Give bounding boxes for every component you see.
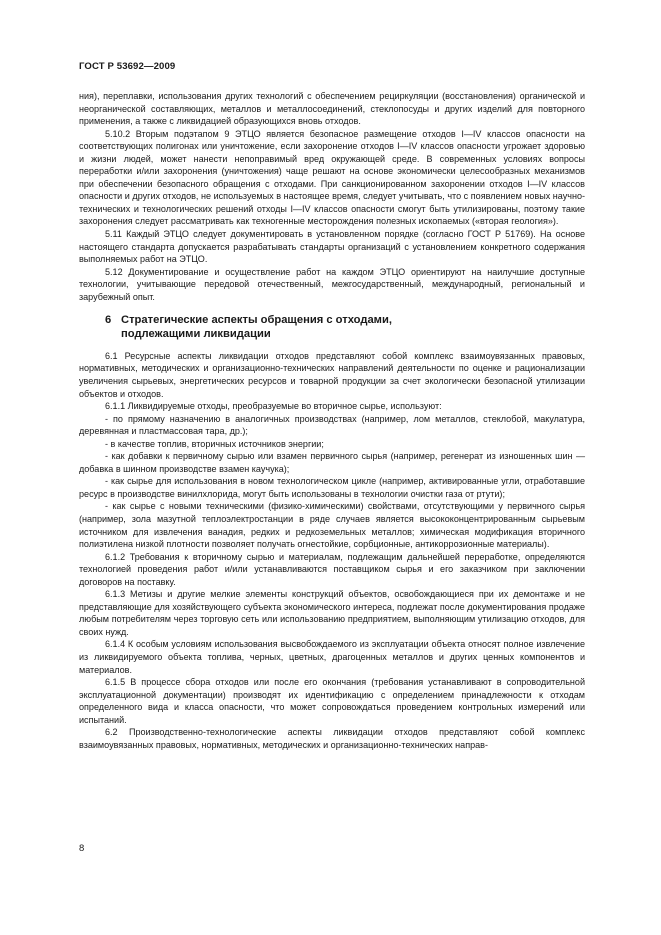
page-number: 8 bbox=[79, 843, 85, 854]
paragraph-6-1-5: 6.1.5 В процессе сбора отходов или после его окончания (требования устанавливают в сопроводительной эксплуатационной документации) производят их идентификацию с определением принадлежности к отходам определенного вида и класса опасности, что может сопровождаться проведением контрольных измерений или испытаний. bbox=[79, 677, 585, 725]
section-title-line1: Стратегические аспекты обращения с отходами, bbox=[121, 314, 392, 327]
paragraph-5-10-2: 5.10.2 Вторым подэтапом 9 ЭТЦО является безопасное размещение отходов I—IV классов опасности на соответствующих полигонах или уничтожение, если захоронение отходов I—IV классов опасности угрожает здоровью и жизни людей, может нанести непоправимый вред окружающей среде. В современных условиях вопросы переработки и/или захоронения (уничтожения) чаще решают на основе экономически целесообразных механизмов при обеспечении безопасного обращения с отходами. При санкционированном захоронении отходов I—IV классов опасности и других отходов, не используемых в настоящее время, следует учитывать, что с появлением новых научно-технических и технологических решений отходы I—IV классов опасности смогут быть утилизированы, поэтому такие захоронения следует рассматривать как техногенные месторождения полезных ископаемых («вторая геология»). bbox=[79, 128, 585, 227]
list-item: - как сырье для использования в новом технологическом цикле (например, активированные угли, отработавшие ресурс в производстве винилхлорида, могут быть использованы в технологии очистки газа от ртути); bbox=[79, 476, 585, 499]
paragraph-6-2: 6.2 Производственно-технологические аспекты ликвидации отходов представляют собой комплекс взаимоувязанных правовых, нормативных, методических и организационно-технических направ- bbox=[79, 727, 585, 750]
paragraph-6-1: 6.1 Ресурсные аспекты ликвидации отходов представляют собой комплекс взаимоувязанных правовых, нормативных, методических и организационно-технических направлений деятельности по оценке и рационализации увеличения сырьевых, энергетических ресурсов и товарной продукции за счет экологически безопасной утилизации объектов и отходов. bbox=[79, 350, 585, 399]
paragraph-continuation: ния), переплавки, использования других технологий с обеспечением рециркуляции (восстановления) органической и неорганической составляющих, металлов и металлосоединений, стеклопосуды и других изделий для повторного применения, а также с ликвидацией образующихся вновь отходов. bbox=[79, 91, 585, 127]
section-number: 6 bbox=[105, 314, 112, 327]
paragraph-5-11: 5.11 Каждый ЭТЦО следует документировать в установленном порядке (согласно ГОСТ Р 51769). На основе настоящего стандарта допускается разрабатывать стандарты организаций с установлением конкретного содержания выполняемых работ на ЭТЦО. bbox=[79, 229, 585, 265]
section-heading bbox=[79, 314, 585, 342]
list-item: - как сырье с новыми техническими (физико-химическими) свойствами, отсутствующими у первичного сырья (например, зола мазутной теплоэлектростанции в ряде случаев является высококонцентрированным сырьевым источником для извлечения ванадия, редких и редкоземельных металлов; химическая модификация вторичного полиэтилена низкой плотности позволяет получать огнестойкие, сорбционные, антикоррозионные материалы). bbox=[79, 501, 585, 550]
list-item: - как добавки к первичному сырью или взамен первичного сырья (например, регенерат из изношенных шин — добавка в шинном производстве взамен каучука); bbox=[79, 451, 585, 474]
list-item: - по прямому назначению в аналогичных производствах (например, лом металлов, стеклобой, макулатура, деревянная и пластмассовая тара, др.); bbox=[79, 413, 585, 437]
paragraph-5-12: 5.12 Документирование и осуществление работ на каждом ЭТЦО ориентируют на наилучшие доступные технологии, учитывающие передовой отечественный, межгосударственный, международный, региональный и зарубежный опыт. bbox=[79, 266, 585, 302]
paragraph-6-1-4: 6.1.4 К особым условиям использования высвобождаемого из эксплуатации объекта относят полное извлечение из ликвидируемого объекта топлива, черных, цветных, драгоценных металлов и других ценных компонентов и материалов. bbox=[79, 639, 585, 675]
paragraph-6-1-3: 6.1.3 Метизы и другие мелкие элементы конструкций объектов, освобождающиеся при их демонтаже и не представляющие для хозяйствующего субъекта экономического интереса, подлежат после документирования продаже любым потребителям через торговую сеть или использованию предприятием, выполняющим утилизацию отходов, для своих нужд. bbox=[79, 589, 585, 637]
paragraph-6-1-1: 6.1.1 Ликвидируемые отходы, преобразуемые во вторичное сырье, используют: bbox=[105, 401, 442, 412]
paragraph-6-1-2: 6.1.2 Требования к вторичному сырью и материалам, подлежащим дальнейшей переработке, определяются технологией проведения работ и/или устанавливаются поставщиком сырья и его заказчиком при заключении договоров на поставку. bbox=[79, 551, 585, 587]
document-body bbox=[79, 90, 585, 751]
section-title-line2: подлежащими ликвидации bbox=[121, 328, 271, 341]
list-item: - в качестве топлив, вторичных источников энергии; bbox=[105, 438, 324, 449]
standard-header: ГОСТ Р 53692—2009 bbox=[79, 61, 176, 72]
